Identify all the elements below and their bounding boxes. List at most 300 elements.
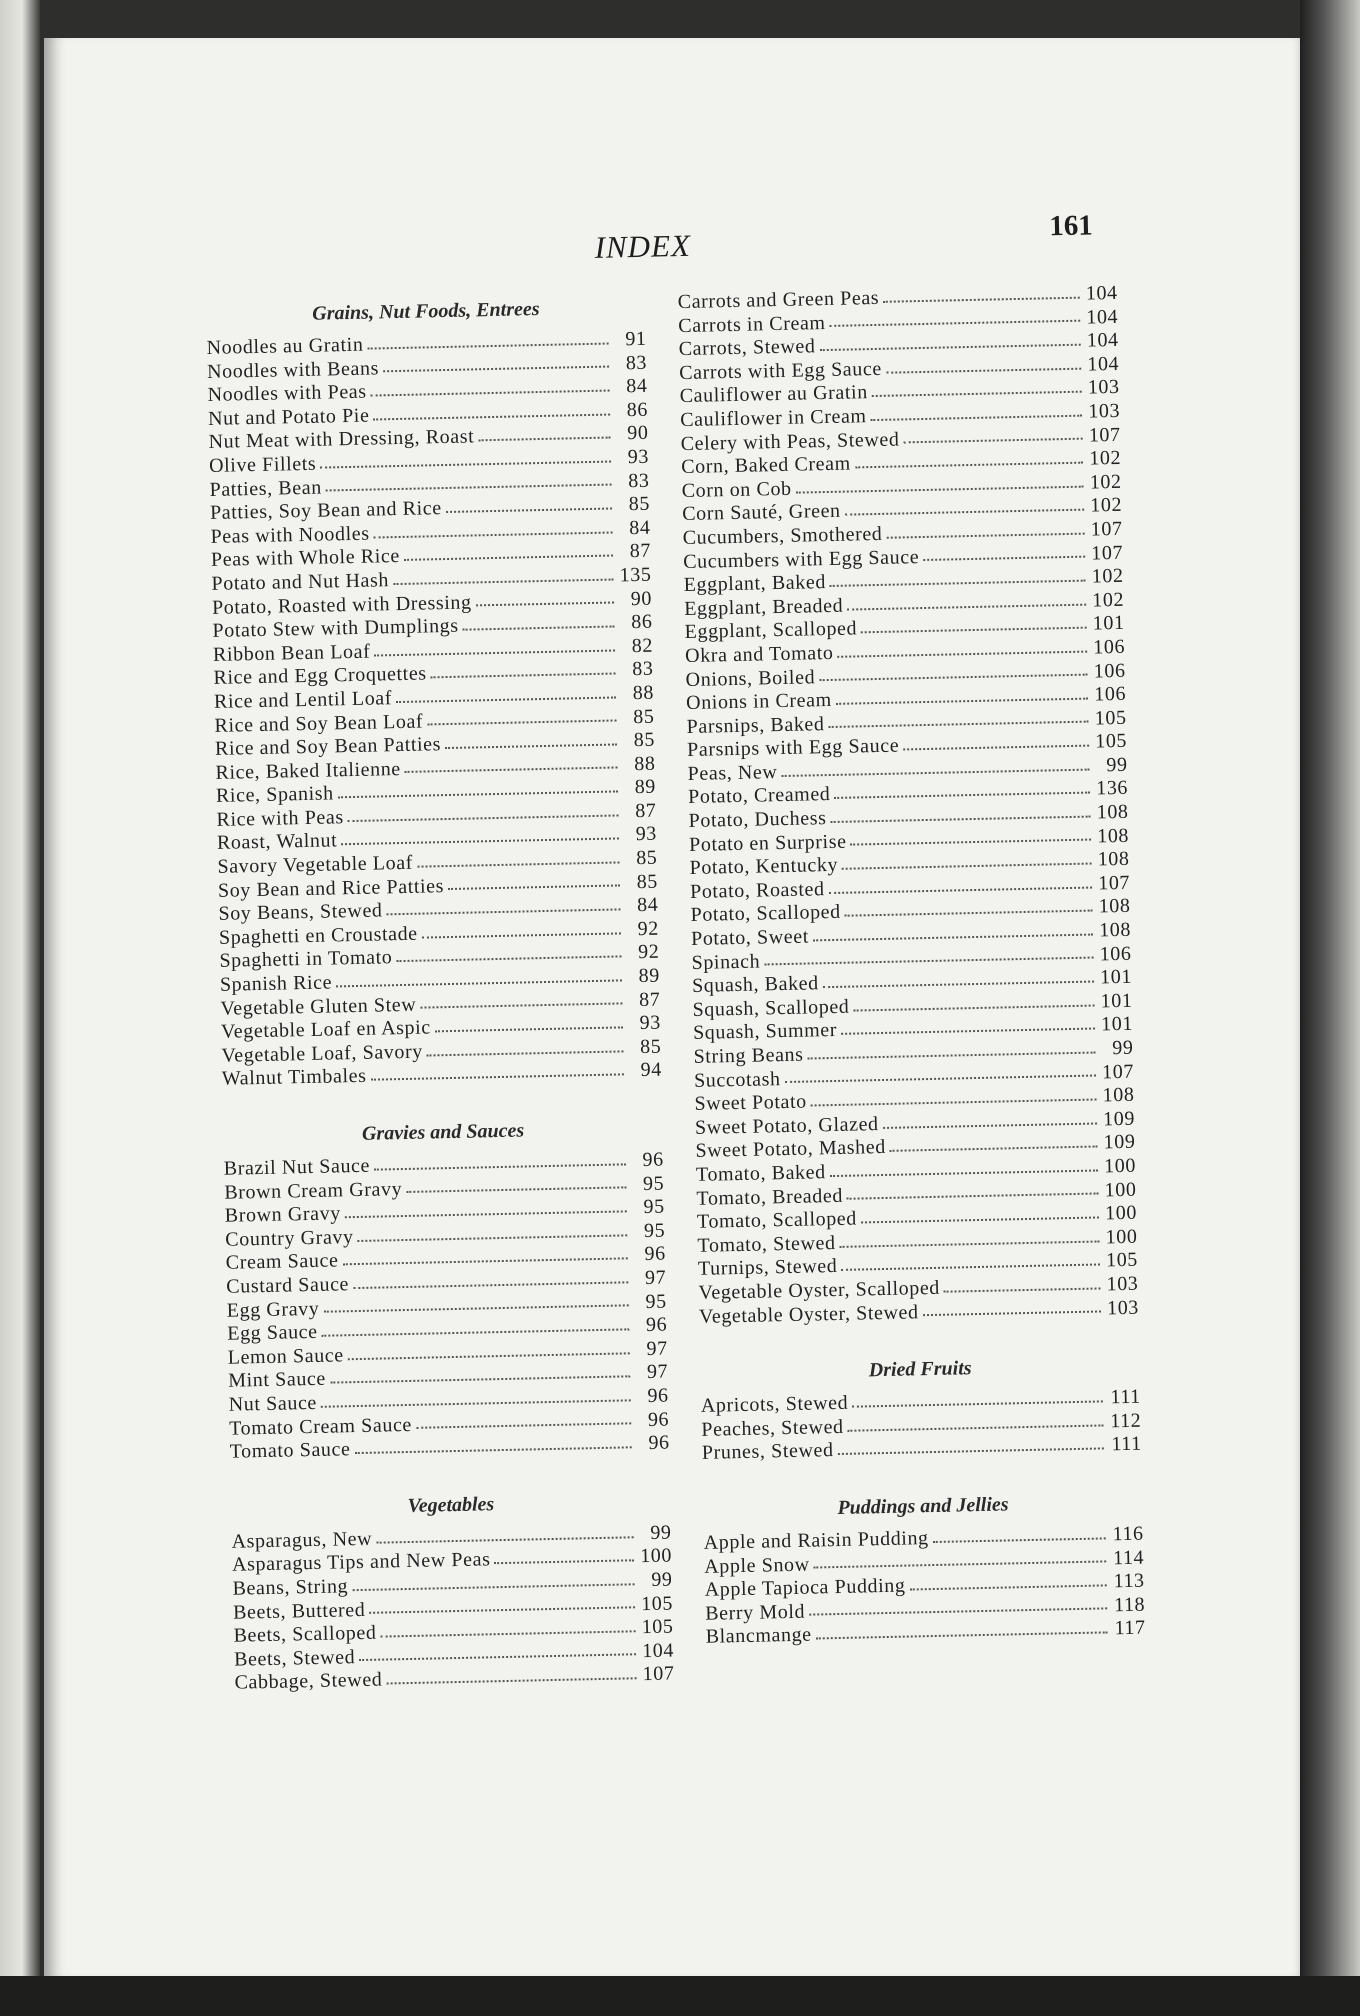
entry-page-number: 88 <box>633 752 656 775</box>
dot-leader <box>842 863 1092 870</box>
entry-name: Spinach <box>691 950 761 974</box>
entry-page-number: 103 <box>1088 399 1121 423</box>
section-heading-dried-fruits: Dried Fruits <box>868 1357 972 1382</box>
dot-leader <box>371 390 610 397</box>
entry-page-number: 85 <box>635 846 658 870</box>
entry-name: Egg Sauce <box>227 1321 318 1345</box>
dot-leader <box>838 650 1088 657</box>
entry-page-number: 105 <box>1095 730 1128 753</box>
entry-page-number: 101 <box>1092 612 1125 635</box>
dot-leader <box>847 603 1086 610</box>
entry-name: Carrots, Stewed <box>678 335 816 361</box>
dot-leader <box>406 1187 626 1194</box>
entry-page-number: 111 <box>1110 1385 1142 1409</box>
entry-name: Potato and Nut Hash <box>211 569 390 595</box>
dot-leader <box>404 555 613 561</box>
entry-name: Soy Beans, Stewed <box>218 899 383 926</box>
entry-page-number: 136 <box>1096 777 1129 800</box>
dot-leader <box>427 720 616 726</box>
entry-name: Succotash <box>693 1067 781 1092</box>
entry-name: Cucumbers with Egg Sauce <box>682 545 920 573</box>
entry-page-number: 109 <box>1102 1107 1136 1131</box>
entry-name: Peaches, Stewed <box>701 1415 844 1441</box>
dot-leader <box>834 792 1090 799</box>
entry-name: Celery with Peas, Stewed <box>680 428 900 455</box>
entry-name: Cucumbers, Smothered <box>682 522 883 549</box>
entry-page-number: 103 <box>1087 376 1120 399</box>
index-column-right <box>678 282 1146 1650</box>
entry-name: Vegetable Loaf en Aspic <box>220 1016 431 1044</box>
entry-page-number: 102 <box>1089 470 1122 494</box>
entry-name: Peas, New <box>687 760 778 785</box>
entry-name: Spanish Rice <box>219 971 333 996</box>
entry-name: Nut and Potato Pie <box>207 404 370 430</box>
entry-page-number: 95 <box>643 1219 666 1242</box>
entry-page-number: 89 <box>634 775 657 799</box>
entry-page-number: 102 <box>1089 447 1122 470</box>
entry-name: Potato, Roasted with Dressing <box>211 591 472 619</box>
dot-leader <box>782 768 1090 776</box>
entry-name: Berry Mold <box>704 1600 806 1625</box>
entry-name: Vegetable Loaf, Savory <box>221 1040 424 1067</box>
dot-leader <box>374 1163 626 1170</box>
entry-name: Prunes, Stewed <box>701 1439 834 1465</box>
entry-name: Squash, Summer <box>692 1019 838 1045</box>
entry-page-number: 90 <box>627 422 649 445</box>
entry-page-number: 92 <box>637 917 660 940</box>
dot-leader <box>448 885 620 891</box>
dot-leader <box>396 956 621 963</box>
entry-name: Savory Vegetable Loaf <box>217 851 414 878</box>
page-title: INDEX <box>594 227 692 265</box>
entry-name: Vegetable Oyster, Stewed <box>698 1300 919 1328</box>
dot-leader <box>320 460 611 468</box>
index-entry-list <box>206 328 662 1092</box>
index-content <box>204 203 1196 1743</box>
entry-page-number: 113 <box>1113 1569 1145 1593</box>
dot-leader <box>890 1146 1098 1152</box>
entry-name: Squash, Baked <box>691 972 819 998</box>
entry-page-number: 85 <box>639 1035 662 1058</box>
dot-leader <box>847 1193 1099 1200</box>
entry-name: Apple and Raisin Pudding <box>703 1527 929 1554</box>
entry-name: Corn, Baked Cream <box>680 452 852 479</box>
entry-name: Carrots and Green Peas <box>677 286 880 314</box>
dot-leader <box>841 1264 1100 1271</box>
entry-page-number: 96 <box>647 1408 670 1431</box>
entry-name: Corn on Cob <box>681 477 792 502</box>
dot-leader <box>848 1424 1104 1431</box>
dot-leader <box>816 1631 1108 1639</box>
dot-leader <box>446 507 612 512</box>
entry-page-number: 84 <box>626 374 648 398</box>
entry-page-number: 107 <box>642 1662 675 1686</box>
entry-page-number: 104 <box>641 1639 675 1662</box>
entry-name: Blancmange <box>705 1623 812 1649</box>
entry-page-number: 96 <box>645 1313 668 1337</box>
entry-page-number: 97 <box>646 1360 669 1384</box>
entry-name: Asparagus Tips and New Peas <box>231 1548 491 1577</box>
dot-leader <box>476 602 614 607</box>
dot-leader <box>904 438 1083 444</box>
entry-page-number: 112 <box>1109 1409 1142 1433</box>
entry-name: Peas with Whole Rice <box>210 545 401 572</box>
entry-page-number: 104 <box>1087 352 1120 376</box>
entry-page-number: 105 <box>641 1615 674 1639</box>
entry-name: Asparagus, New <box>231 1527 373 1553</box>
facing-page-edge <box>0 0 40 2016</box>
entry-name: Cauliflower au Gratin <box>679 381 869 408</box>
entry-page-number: 99 <box>1112 1036 1134 1060</box>
dot-leader <box>396 696 616 703</box>
entry-page-number: 82 <box>631 634 654 657</box>
dot-leader <box>478 437 610 442</box>
entry-page-number: 107 <box>1090 517 1123 541</box>
dot-leader <box>871 414 1083 420</box>
entry-name: Tomato, Breaded <box>696 1184 844 1210</box>
dot-leader <box>321 1399 631 1407</box>
entry-page-number: 83 <box>632 658 654 681</box>
entry-page-number: 105 <box>1105 1249 1139 1272</box>
entry-name: Apricots, Stewed <box>700 1391 849 1417</box>
entry-page-number: 84 <box>629 516 651 539</box>
entry-page-number: 95 <box>643 1195 665 1219</box>
entry-name: Turnips, Stewed <box>697 1255 838 1281</box>
entry-name: Vegetable Gluten Stew <box>220 993 417 1020</box>
scan-background <box>0 1976 1360 2016</box>
index-entry-list <box>678 282 1140 1329</box>
entry-page-number: 96 <box>648 1431 670 1455</box>
entry-name: Beets, Stewed <box>233 1645 356 1671</box>
dot-leader <box>420 1003 622 1009</box>
dot-leader <box>323 1305 628 1313</box>
entry-page-number: 107 <box>1091 541 1124 565</box>
dot-leader <box>845 910 1093 917</box>
entry-name: Country Gravy <box>225 1225 354 1251</box>
dot-leader <box>820 344 1081 351</box>
dot-leader <box>445 743 617 749</box>
dot-leader <box>838 1448 1104 1456</box>
entry-name: Rice with Peas <box>216 806 344 831</box>
dot-leader <box>355 1446 632 1454</box>
entry-page-number: 100 <box>1104 1178 1137 1201</box>
dot-leader <box>322 1328 630 1336</box>
entry-name: Egg Gravy <box>226 1297 320 1322</box>
entry-page-number: 87 <box>634 799 657 822</box>
dot-leader <box>353 1281 628 1289</box>
entry-page-number: 85 <box>628 492 651 516</box>
entry-page-number: 93 <box>639 1011 662 1035</box>
dot-leader <box>861 627 1087 634</box>
entry-page-number: 93 <box>635 823 658 846</box>
dot-leader <box>903 745 1089 751</box>
entry-name: Spaghetti en Croustade <box>218 922 418 949</box>
entry-page-number: 107 <box>1101 1060 1135 1083</box>
dot-leader <box>359 1654 636 1662</box>
dot-leader <box>852 1400 1103 1407</box>
dot-leader <box>830 580 1086 587</box>
entry-name: Peas with Noodles <box>210 522 370 548</box>
entry-page-number: 104 <box>1086 329 1119 352</box>
dot-leader <box>342 1258 627 1266</box>
entry-name: Nut Sauce <box>228 1391 318 1416</box>
dot-leader <box>416 1423 631 1430</box>
entry-page-number: 106 <box>1094 682 1127 706</box>
entry-page-number: 102 <box>1092 588 1125 612</box>
index-entry-list <box>231 1521 674 1695</box>
dot-leader <box>358 1234 628 1242</box>
entry-name: Patties, Soy Bean and Rice <box>209 497 442 525</box>
entry-name: Parsnips with Egg Sauce <box>686 734 900 762</box>
entry-name: Custard Sauce <box>226 1273 350 1298</box>
entry-name: Noodles with Beans <box>206 356 380 383</box>
entry-name: Beets, Scalloped <box>233 1621 377 1647</box>
entry-name: Onions in Cream <box>685 689 833 715</box>
entry-name: Potato, Kentucky <box>689 854 839 880</box>
entry-page-number: 108 <box>1096 800 1129 824</box>
entry-page-number: 86 <box>626 398 649 421</box>
entry-page-number: 106 <box>1093 635 1126 659</box>
entry-page-number: 109 <box>1103 1131 1136 1154</box>
dot-leader <box>381 1630 636 1637</box>
entry-page-number: 117 <box>1114 1616 1146 1640</box>
entry-name: Carrots in Cream <box>678 311 826 337</box>
entry-name: Ribbon Bean Loaf <box>212 640 371 666</box>
entry-name: Tomato, Scalloped <box>696 1207 858 1234</box>
dot-leader <box>809 1608 1107 1616</box>
dot-leader <box>830 1169 1098 1177</box>
entry-name: Brown Cream Gravy <box>224 1177 403 1204</box>
index-entry-list <box>224 1149 670 1465</box>
entry-name: Patties, Bean <box>209 476 323 501</box>
dot-leader <box>872 391 1082 397</box>
dot-leader <box>944 1287 1101 1292</box>
entry-name: Parsnips, Baked <box>686 712 825 738</box>
entry-name: Apple Tapioca Pudding <box>704 1574 906 1601</box>
entry-page-number: 103 <box>1106 1296 1140 1319</box>
dot-leader <box>883 296 1080 302</box>
entry-page-number: 85 <box>636 870 659 893</box>
entry-page-number: 104 <box>1086 305 1119 329</box>
dot-leader <box>883 1122 1097 1128</box>
entry-page-number: 108 <box>1098 895 1131 918</box>
entry-page-number: 90 <box>630 587 653 610</box>
dot-leader <box>345 1210 627 1218</box>
entry-name: Soy Bean and Rice Patties <box>217 874 445 902</box>
entry-name: Olive Fillets <box>208 452 317 477</box>
entry-page-number: 92 <box>637 941 660 964</box>
entry-name: Mint Sauce <box>228 1368 327 1393</box>
dot-leader <box>369 1607 635 1615</box>
dot-leader <box>495 1559 635 1564</box>
entry-page-number: 96 <box>642 1148 664 1172</box>
entry-page-number: 102 <box>1091 564 1124 588</box>
dot-leader <box>348 1352 630 1360</box>
index-entry-list <box>701 1386 1142 1466</box>
dot-leader <box>326 484 612 492</box>
entry-page-number: 97 <box>644 1266 667 1289</box>
entry-name: Potato, Roasted <box>689 877 825 903</box>
entry-page-number: 108 <box>1102 1083 1135 1107</box>
entry-name: Rice and Egg Croquettes <box>213 662 427 690</box>
entry-page-number: 85 <box>633 728 656 752</box>
entry-name: Potato Stew with Dumplings <box>212 614 459 643</box>
entry-page-number: 85 <box>632 705 655 728</box>
entry-page-number: 114 <box>1112 1546 1145 1569</box>
dot-leader <box>386 1677 636 1684</box>
entry-page-number: 87 <box>629 540 652 563</box>
entry-name: Rice, Baked Italienne <box>215 757 402 784</box>
page-number: 161 <box>1048 209 1094 243</box>
entry-page-number: 102 <box>1090 494 1123 517</box>
dot-leader <box>341 838 619 846</box>
entry-page-number: 100 <box>1105 1225 1138 1249</box>
dot-leader <box>853 1004 1094 1011</box>
dot-leader <box>933 1537 1106 1543</box>
entry-name: Walnut Timbales <box>221 1065 367 1091</box>
entry-name: Onions, Boiled <box>685 665 816 691</box>
dot-leader <box>427 1050 624 1056</box>
dot-leader <box>855 462 1083 469</box>
dot-leader <box>831 815 1091 822</box>
dot-leader <box>330 1375 630 1383</box>
dot-leader <box>371 1074 624 1081</box>
entry-page-number: 135 <box>619 563 652 587</box>
entry-page-number: 105 <box>1094 706 1127 730</box>
dot-leader <box>814 1561 1107 1569</box>
entry-name: Beets, Buttered <box>232 1598 366 1624</box>
entry-name: Tomato, Baked <box>695 1161 826 1186</box>
entry-page-number: 107 <box>1088 423 1121 447</box>
entry-page-number: 108 <box>1097 848 1130 871</box>
entry-page-number: 106 <box>1099 942 1132 966</box>
dot-leader <box>845 509 1084 516</box>
entry-name: Eggplant, Scalloped <box>684 617 858 644</box>
entry-name: Roast, Walnut <box>216 829 338 855</box>
entry-page-number: 84 <box>636 893 659 917</box>
dot-leader <box>393 578 613 585</box>
entry-page-number: 107 <box>1097 871 1131 895</box>
entry-page-number: 88 <box>632 681 655 705</box>
dot-leader <box>383 366 609 373</box>
dot-leader <box>374 531 613 538</box>
entry-page-number: 91 <box>625 327 647 351</box>
dot-leader <box>829 886 1092 894</box>
entry-name: Cauliflower in Cream <box>680 405 867 432</box>
dot-leader <box>819 674 1087 682</box>
dot-leader <box>841 1028 1095 1035</box>
entry-page-number: 101 <box>1100 989 1133 1013</box>
section-heading-grains-nut-foods-entrees: Grains, Nut Foods, Entrees <box>312 297 540 325</box>
entry-name: Rice and Lentil Loaf <box>213 687 393 713</box>
entry-page-number: 100 <box>1103 1154 1137 1178</box>
entry-page-number: 89 <box>638 964 661 988</box>
entry-name: Brown Gravy <box>224 1202 342 1227</box>
entry-page-number: 99 <box>1106 753 1128 777</box>
dot-leader <box>373 413 610 420</box>
dot-leader <box>338 791 618 799</box>
entry-name: Rice and Soy Bean Patties <box>214 733 442 760</box>
dot-leader <box>376 1536 633 1543</box>
entry-name: Rice and Soy Bean Loaf <box>214 710 424 737</box>
section-heading-puddings-and-jellies: Puddings and Jellies <box>837 1493 1009 1519</box>
entry-name: Tomato Sauce <box>229 1438 351 1463</box>
entry-page-number: 106 <box>1093 659 1126 682</box>
entry-name: Potato, Scalloped <box>690 901 841 927</box>
dot-leader <box>367 342 608 349</box>
dot-leader <box>829 721 1089 728</box>
entry-page-number: 100 <box>639 1544 673 1568</box>
index-column-left <box>206 292 675 1696</box>
entry-page-number: 99 <box>651 1568 673 1591</box>
entry-name: Vegetable Oyster, Scalloped <box>698 1276 941 1304</box>
section-heading-gravies-and-sauces: Gravies and Sauces <box>361 1119 525 1145</box>
entry-name: Spaghetti in Tomato <box>219 946 393 973</box>
dot-leader <box>861 1216 1099 1223</box>
entry-name: Nut Meat with Dressing, Roast <box>208 425 475 454</box>
entry-name: Cabbage, Stewed <box>234 1668 383 1694</box>
entry-page-number: 87 <box>638 988 661 1011</box>
dot-leader <box>923 556 1085 561</box>
entry-name: Sweet Potato, Mashed <box>695 1136 887 1163</box>
entry-name: Rice, Spanish <box>215 782 335 808</box>
entry-name: Lemon Sauce <box>227 1344 344 1369</box>
dot-leader <box>764 957 1093 966</box>
entry-name: Squash, Scalloped <box>692 995 850 1021</box>
entry-page-number: 99 <box>650 1521 672 1544</box>
entry-page-number: 83 <box>625 351 648 374</box>
entry-name: Carrots with Egg Sauce <box>679 357 883 384</box>
entry-name: Potato, Creamed <box>687 783 831 809</box>
entry-name: Potato, Duchess <box>688 807 827 833</box>
dot-leader <box>808 1051 1096 1059</box>
entry-name: Tomato Cream Sauce <box>229 1413 413 1440</box>
entry-name: Noodles au Gratin <box>206 333 364 359</box>
dot-leader <box>886 367 1081 373</box>
dot-leader <box>348 814 619 822</box>
entry-page-number: 96 <box>647 1384 669 1407</box>
index-entry-list <box>704 1523 1146 1650</box>
entry-name: Brazil Nut Sauce <box>223 1154 371 1180</box>
entry-name: Potato, Sweet <box>690 925 810 950</box>
dot-leader <box>886 532 1084 538</box>
dot-leader <box>463 625 615 630</box>
dot-leader <box>387 908 621 915</box>
dot-leader <box>417 861 619 867</box>
entry-name: Eggplant, Baked <box>683 571 827 597</box>
dot-leader <box>352 1583 634 1591</box>
entry-page-number: 116 <box>1112 1522 1144 1546</box>
entry-name: Beans, String <box>232 1575 349 1600</box>
dot-leader <box>811 1098 1097 1106</box>
dot-leader <box>923 1311 1101 1317</box>
dot-leader <box>405 767 618 773</box>
entry-name: Okra and Tomato <box>684 641 834 667</box>
entry-name: Tomato, Stewed <box>697 1231 836 1257</box>
book-spine-edge <box>1300 0 1360 2016</box>
dot-leader <box>851 839 1092 846</box>
dot-leader <box>796 485 1084 493</box>
entry-page-number: 108 <box>1096 824 1130 848</box>
entry-page-number: 103 <box>1106 1272 1139 1296</box>
section-heading-vegetables: Vegetables <box>407 1492 495 1517</box>
dot-leader <box>374 649 615 656</box>
dot-leader <box>910 1584 1107 1590</box>
book-page <box>44 38 1300 1976</box>
entry-name: Sweet Potato, Glazed <box>694 1112 879 1139</box>
entry-name: Potato en Surprise <box>688 830 847 856</box>
entry-name: Noodles with Peas <box>207 380 367 407</box>
